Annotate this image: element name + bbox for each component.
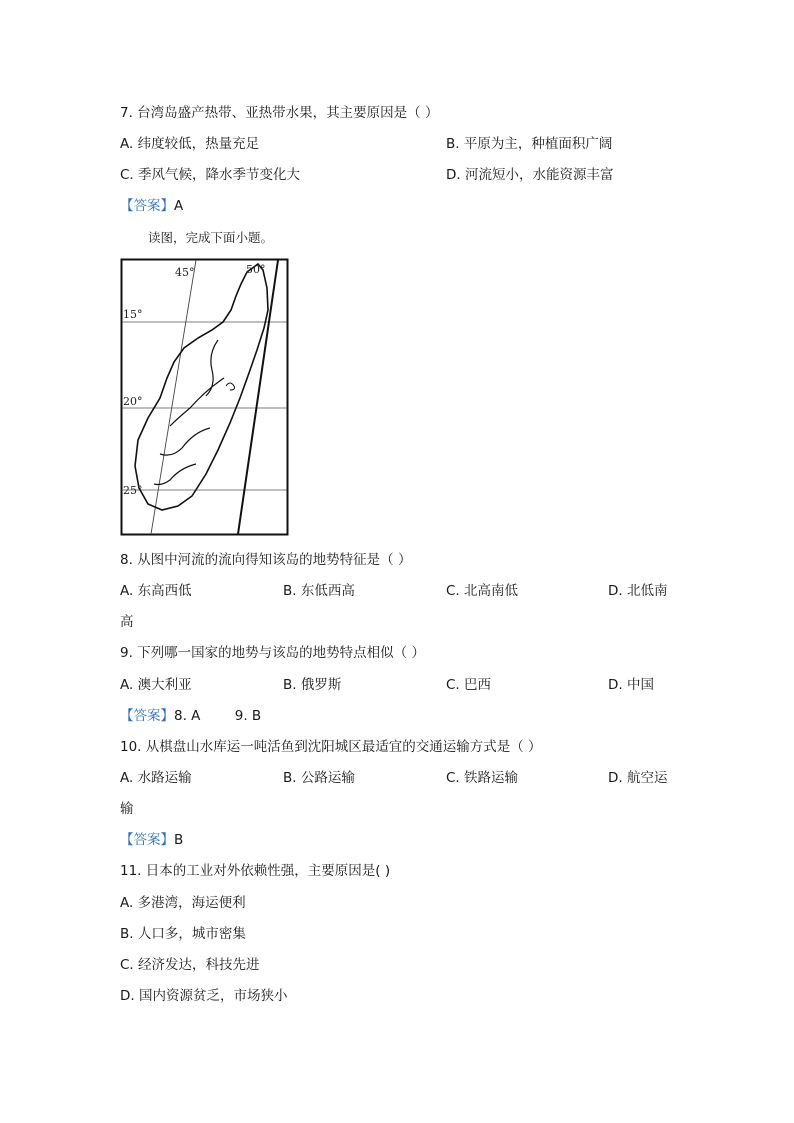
q7-option-c: C. 季风气候，降水季节变化大	[120, 167, 301, 183]
island-map-svg	[120, 258, 290, 536]
map-frame	[122, 260, 288, 535]
label-25: 25°	[123, 484, 143, 497]
q11-stem: 11. 日本的工业对外依赖性强，主要原因是( )	[120, 863, 391, 879]
q10-option-d-wrap: 输	[120, 801, 134, 817]
q11-option-c: C. 经济发达，科技先进	[120, 957, 260, 973]
q9-stem: 9. 下列哪一国家的地势与该岛的地势特点相似（ ）	[120, 645, 425, 661]
q8-option-a: A. 东高西低	[120, 583, 192, 599]
q8-9-answer	[120, 707, 261, 725]
island-map	[120, 258, 290, 536]
longitude-50-line	[238, 260, 278, 534]
q7-answer	[120, 197, 183, 215]
q7-option-a: A. 纬度较低，热量充足	[120, 136, 260, 152]
longitude-45-line	[151, 260, 196, 534]
q8-option-b: B. 东低西高	[283, 583, 355, 599]
q9-option-b: B. 俄罗斯	[283, 677, 342, 693]
answer-value: 8. A 9. B	[174, 708, 262, 724]
q8-option-d: D. 北低南	[608, 583, 668, 599]
q11-option-b: B. 人口多，城市密集	[120, 926, 246, 942]
inland-mark	[226, 383, 235, 390]
q11-option-a: A. 多港湾，海运便利	[120, 895, 246, 911]
label-20: 20°	[123, 395, 143, 408]
q11-option-d: D. 国内资源贫乏，市场狭小	[120, 988, 288, 1004]
q10-answer	[120, 831, 183, 849]
q8-option-c: C. 北高南低	[446, 583, 519, 599]
label-50: 50°	[246, 263, 266, 276]
q8-stem: 8. 从图中河流的流向得知该岛的地势特征是（ ）	[120, 552, 412, 568]
answer-tag: 【答案】	[120, 198, 174, 214]
river-4	[154, 464, 196, 485]
q9-option-a: A. 澳大利亚	[120, 677, 192, 693]
q7-stem: 7. 台湾岛盛产热带、亚热带水果，其主要原因是（ ）	[120, 105, 439, 121]
answer-tag: 【答案】	[120, 708, 174, 724]
q9-option-c: C. 巴西	[446, 677, 492, 693]
river-2	[170, 378, 224, 426]
q10-stem: 10. 从棋盘山水库运一吨活鱼到沈阳城区最适宜的交通运输方式是（ ）	[120, 739, 542, 755]
q7-option-b: B. 平原为主，种植面积广阔	[446, 136, 613, 152]
label-45: 45°	[175, 266, 195, 279]
q10-option-b: B. 公路运输	[283, 770, 355, 786]
q8-option-d-wrap: 高	[120, 614, 134, 630]
answer-value: B	[174, 832, 184, 848]
q10-option-d: D. 航空运	[608, 770, 668, 786]
q7-option-d: D. 河流短小，水能资源丰富	[446, 167, 614, 183]
answer-tag: 【答案】	[120, 832, 174, 848]
map-intro: 读图，完成下面小题。	[148, 230, 274, 245]
q9-option-d: D. 中国	[608, 677, 654, 693]
q10-option-c: C. 铁路运输	[446, 770, 519, 786]
label-15: 15°	[123, 308, 143, 321]
q10-option-a: A. 水路运输	[120, 770, 192, 786]
island-outline	[135, 264, 268, 510]
answer-value: A	[174, 198, 184, 214]
